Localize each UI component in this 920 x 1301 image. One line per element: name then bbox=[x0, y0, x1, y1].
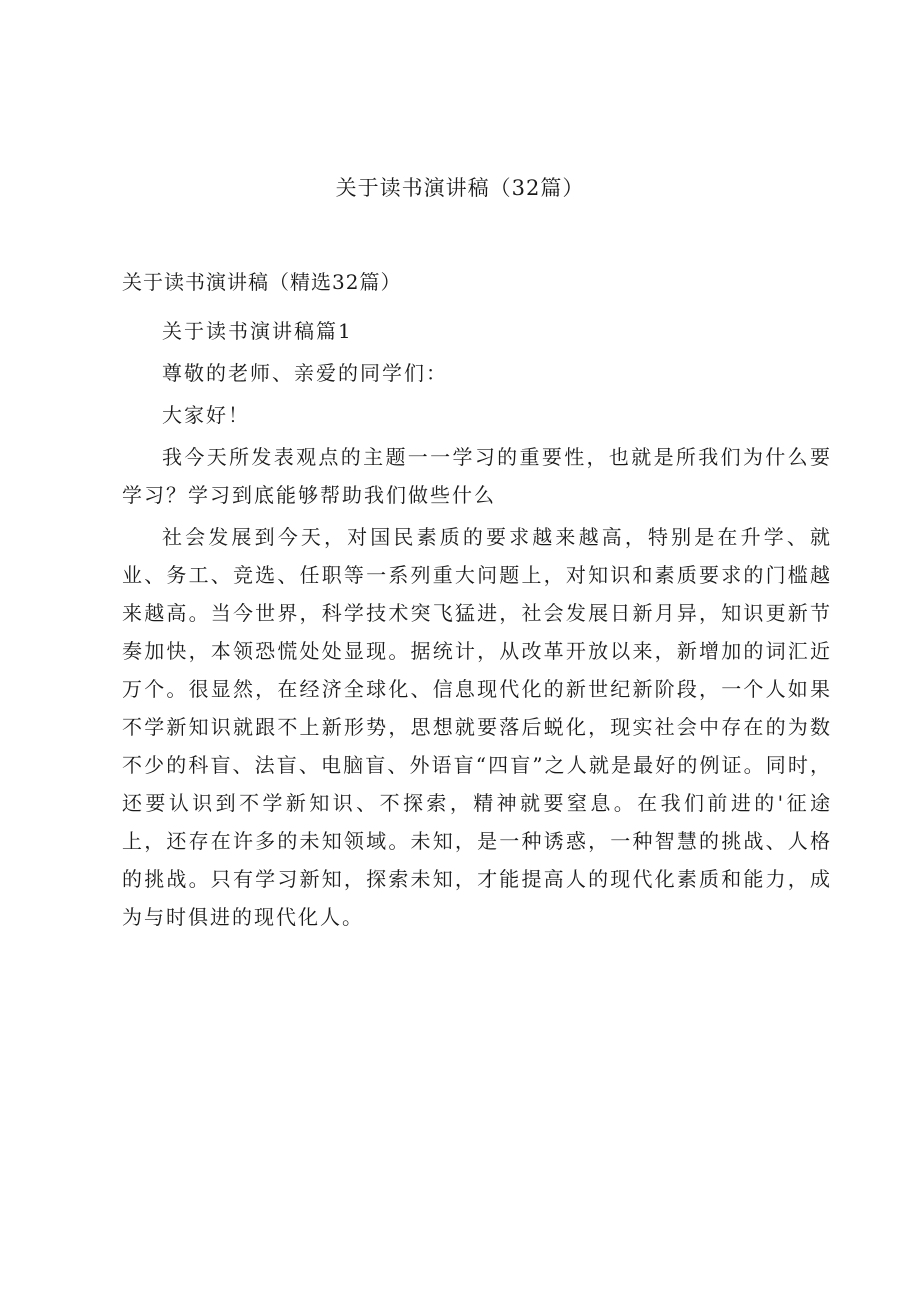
greeting: 大家好！ bbox=[162, 403, 250, 427]
document-body bbox=[122, 312, 832, 945]
salutation: 尊敬的老师、亲爱的同学们： bbox=[162, 361, 448, 385]
document-subtitle: 关于读书演讲稿（精选32篇） bbox=[122, 270, 402, 294]
body-paragraph: 社会发展到今天，对国民素质的要求越来越高，特别是在升学、就业、务工、竞选、任职等一系列重大问题上，对知识和素质要求的门槛越来越高。当今世界，科学技术突飞猛进，社会发展日新月异，知识更新节奏加快，本领恐慌处处显现。据统计，从改革开放以来，新增加的词汇近万个。很显然，在经济全球化、信息现代化的新世纪新阶段，一个人如果不学新知识就跟不上新形势，思想就要落后蜕化，现实社会中存在的为数不少的科盲、法盲、电脑盲、外语盲“四盲”之人就是最好的例证。同时，还要认识到不学新知识、不探索，精神就要窒息。在我们前进的'征途上，还存在许多的未知领域。未知，是一种诱惑，一种智慧的挑战、人格的挑战。只有学习新知，探索未知，才能提高人的现代化素质和能力，成为与时俱进的现代化人。 bbox=[122, 525, 832, 929]
body-paragraph: 我今天所发表观点的主题一一学习的重要性，也就是所我们为什么要学习？学习到底能够帮助我们做些什么 bbox=[122, 445, 832, 507]
document-title: 关于读书演讲稿（32篇） bbox=[335, 176, 585, 200]
section-heading: 关于读书演讲稿篇1 bbox=[162, 319, 353, 343]
